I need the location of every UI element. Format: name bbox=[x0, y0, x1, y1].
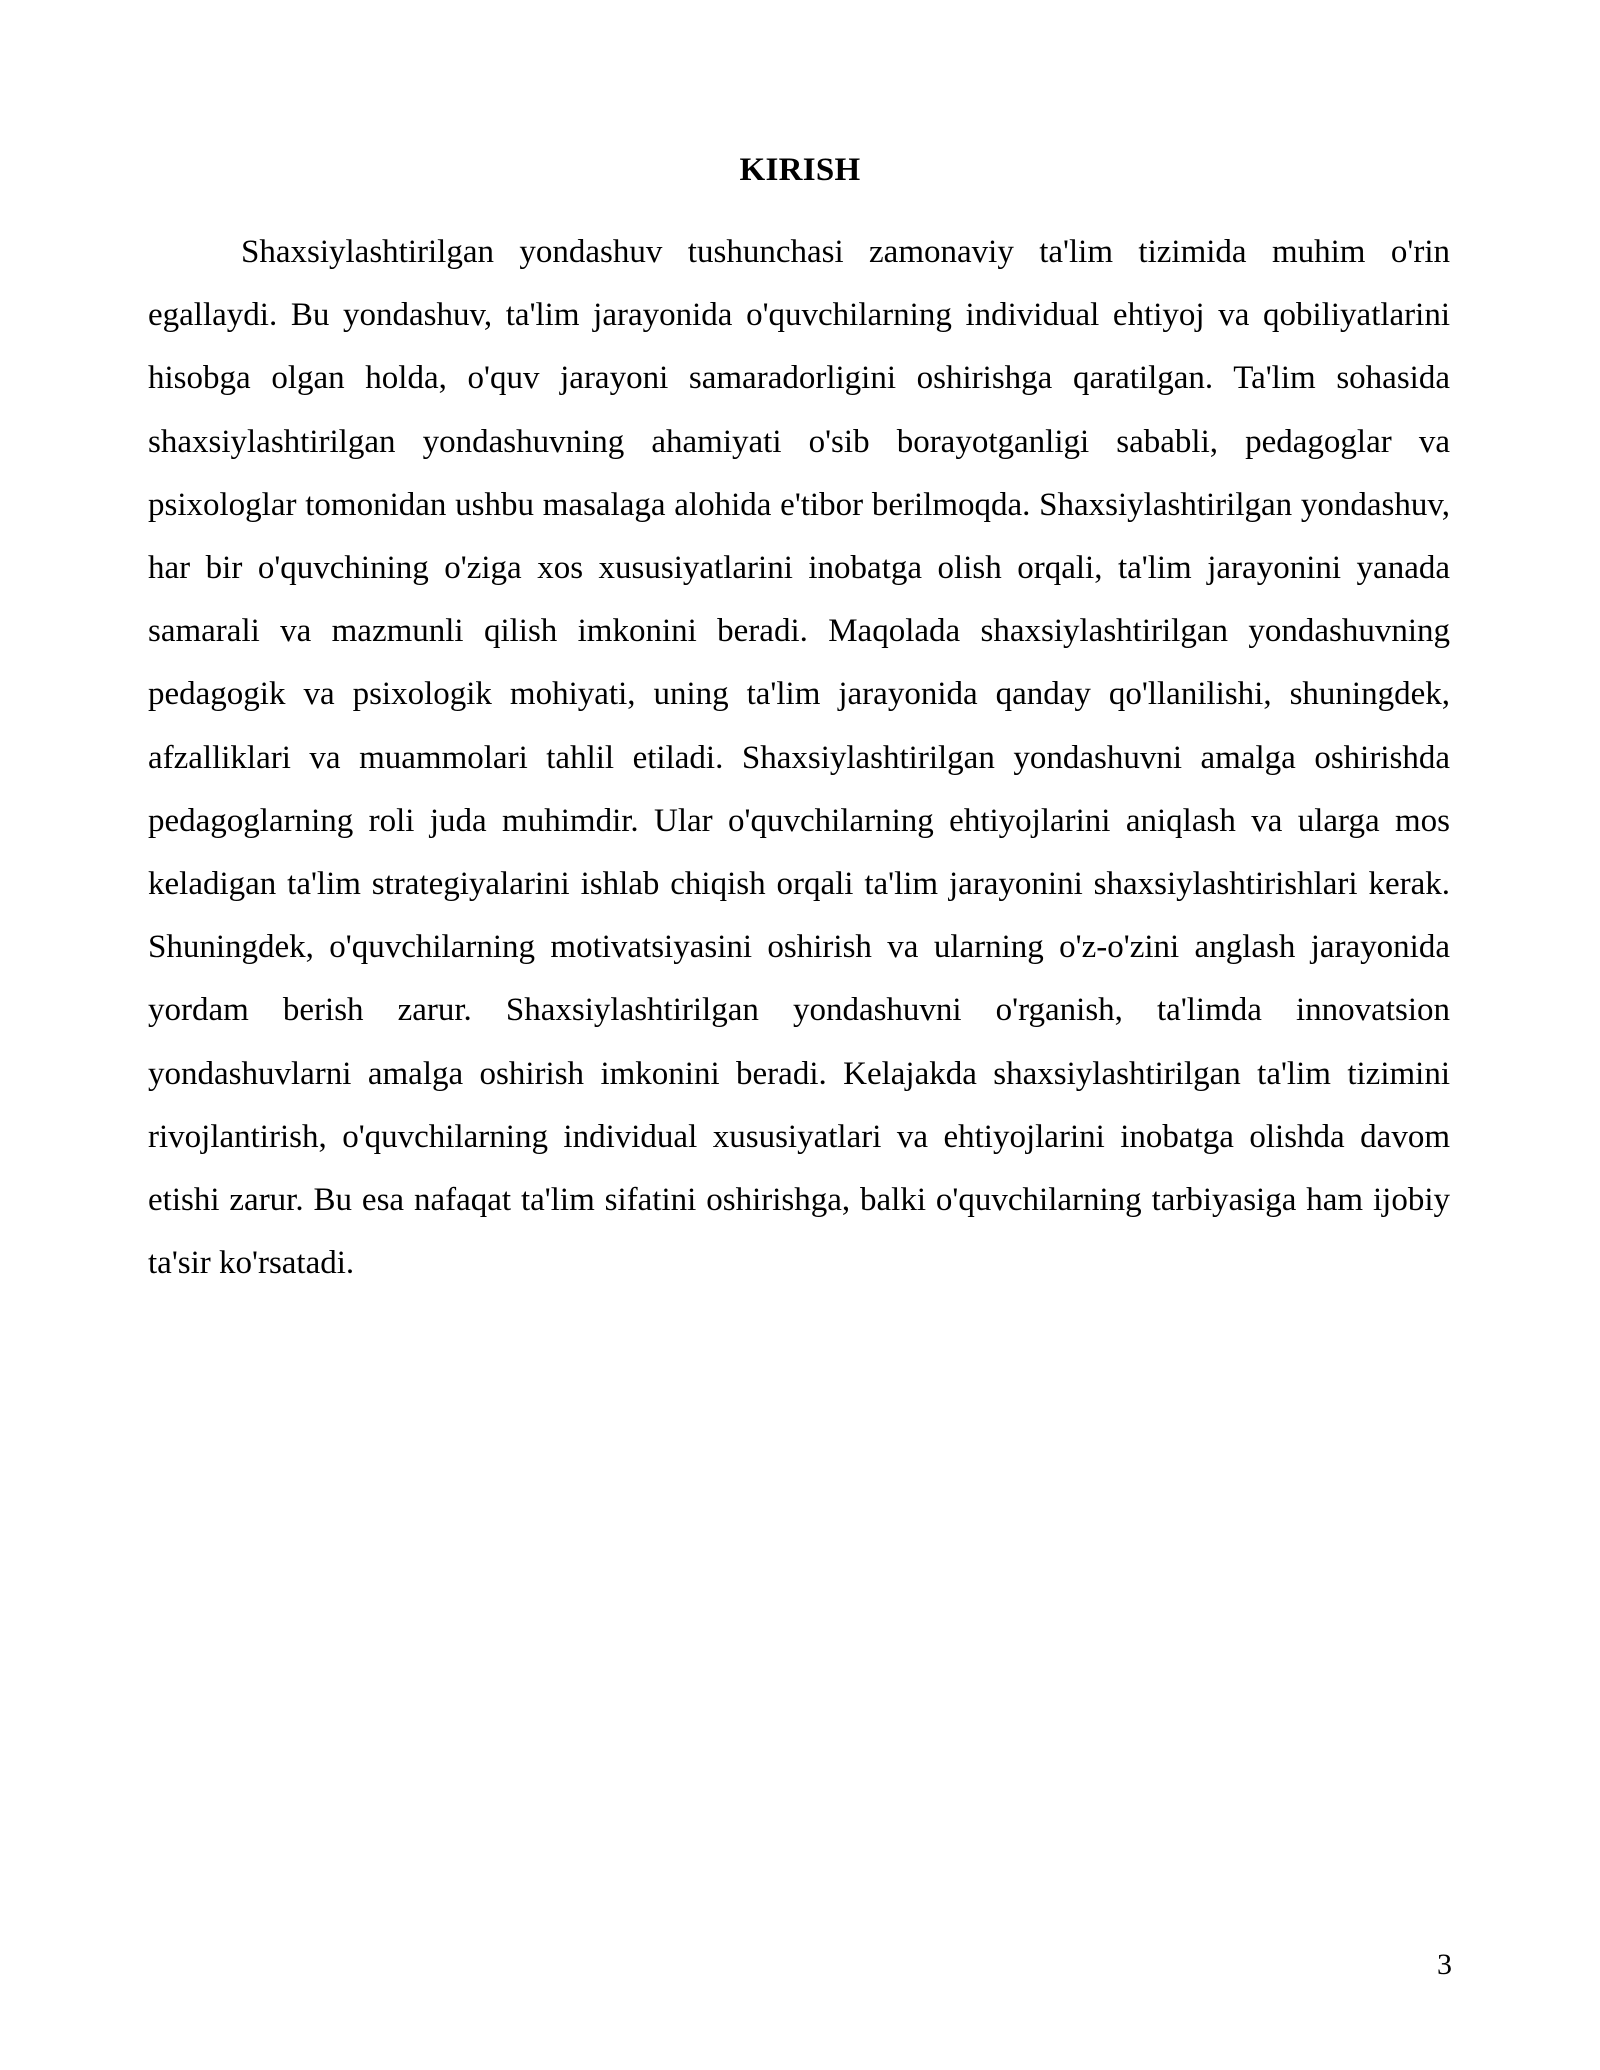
body-paragraph: Shaxsiylashtirilgan yondashuv tushunchasi zamonaviy ta'lim tizimida muhim o'rin egallaydi. Bu yondashuv, ta'lim jarayonida o'quvchilarning individual ehtiyoj va qobiliyatlarini hisobga olgan holda, o'quv jarayoni samaradorligini oshirishga qaratilgan. Ta'lim sohasida shaxsiylashtirilgan yondashuvning ahamiyati o'sib borayotganligi sababli, pedagoglar va psixologlar tomonidan ushbu masalaga alohida e'tibor berilmoqda. Shaxsiylashtirilgan yondashuv, har bir o'quvchining o'ziga xos xususiyatlarini inobatga olish orqali, ta'lim jarayonini yanada samarali va mazmunli qilish imkonini beradi. Maqolada shaxsiylashtirilgan yondashuvning pedagogik va psixologik mohiyati, uning ta'lim jarayonida qanday qo'llanilishi, shuningdek, afzalliklari va muammolari tahlil etiladi. Shaxsiylashtirilgan yondashuvni amalga oshirishda pedagoglarning roli juda muhimdir. Ular o'quvchilarning ehtiyojlarini aniqlash va ularga mos keladigan ta'lim strategiyalarini ishlab chiqish orqali ta'lim jarayonini shaxsiylashtirishlari kerak. Shuningdek, o'quvchilarning motivatsiyasini oshirish va ularning o'z-o'zini anglash jarayonida yordam berish zarur. Shaxsiylashtirilgan yondashuvni o'rganish, ta'limda innovatsion yondashuvlarni amalga oshirish imkonini beradi. Kelajakda shaxsiylashtirilgan ta'lim tizimini rivojlantirish, o'quvchilarning individual xususiyatlari va ehtiyojlarini inobatga olishda davom etishi zarur. Bu esa nafaqat ta'lim sifatini oshirishga, balki o'quvchilarning tarbiyasiga ham ijobiy ta'sir ko'rsatadi. bbox=[148, 234, 1450, 1282]
section-title: KIRISH bbox=[739, 152, 861, 188]
page-number: 3 bbox=[1437, 1948, 1452, 1981]
